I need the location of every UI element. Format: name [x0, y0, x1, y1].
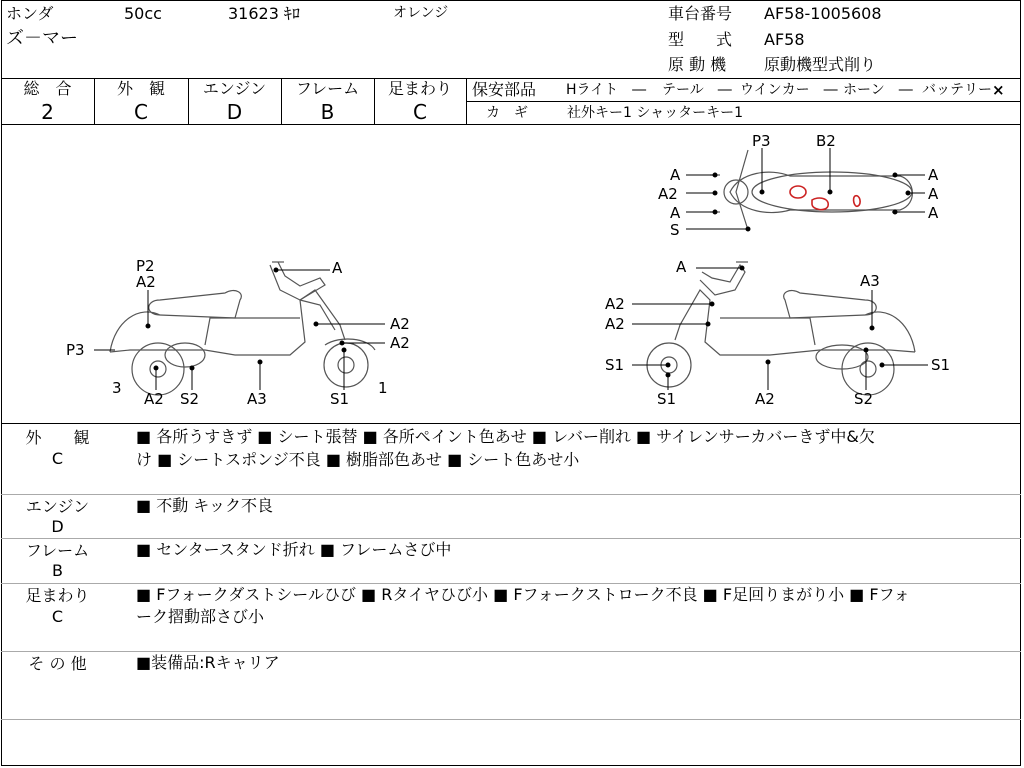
mileage: 31623 ｷﾛ	[228, 4, 300, 23]
exterior-section-label: 外 観	[25, 428, 90, 447]
lbl-top-ra-3: A	[928, 204, 939, 222]
engine-remarks-line1: ■ 不動 キック不良	[136, 496, 273, 515]
safety-horn: ホーン ―	[843, 82, 913, 98]
lbl-left-a-top: A	[332, 259, 343, 277]
maker: ホンダ	[6, 4, 54, 23]
lbl-right-s1-l: S1	[605, 356, 625, 374]
lbl-right-s1-r: S1	[931, 356, 951, 374]
other-remarks-line1: ■装備品:Rキャリア	[136, 653, 280, 672]
frame-number-label: 車台番号	[668, 4, 733, 23]
lbl-left-p3: P3	[66, 341, 85, 359]
battery-mark: ×	[992, 81, 1005, 99]
engine-value: 原動機型式削り	[764, 55, 877, 74]
engine-grade: D	[226, 100, 243, 124]
lbl-left-b-a3: A3	[247, 390, 267, 408]
frame-number: AF58-1005608	[764, 4, 882, 23]
displacement: 50cc	[124, 4, 162, 23]
suspension-grade-label: 足まわり	[387, 79, 452, 98]
lbl-left-b-s1: S1	[330, 390, 350, 408]
suspension-grade: C	[413, 100, 427, 124]
lbl-top-a2: A2	[658, 185, 678, 203]
divider	[1, 719, 1021, 720]
key-label: カ ギ	[486, 105, 528, 121]
lbl-left-a2-r1: A2	[390, 315, 410, 333]
divider	[1, 423, 1021, 424]
scooter-diagram	[0, 125, 1022, 423]
safety-battery: バッテリー	[922, 82, 992, 98]
exterior-remarks-line2: け ■ シートスポンジ不良 ■ 樹脂部色あせ ■ シート色あせ小	[136, 450, 580, 469]
safety-label: 保安部品	[472, 80, 537, 99]
engine-section-grade: D	[51, 517, 64, 536]
lbl-left-p2: P2	[136, 257, 155, 275]
lbl-top-p3: P3	[752, 132, 771, 150]
lbl-right-a3: A3	[860, 272, 880, 290]
lbl-right-b-s1: S1	[657, 390, 677, 408]
lbl-right-b-a2: A2	[755, 390, 775, 408]
safety-tail: テール ―	[662, 82, 732, 98]
top-view-sketch	[710, 150, 912, 230]
exterior-remarks-line1: ■ 各所うすきず ■ シート張替 ■ 各所ペイント色あせ ■ レバー削れ ■ サイレンサーカバーきず中&欠	[136, 427, 875, 446]
leader-lines	[94, 148, 928, 390]
lbl-right-a2-1: A2	[605, 295, 625, 313]
lbl-right-a2-2: A2	[605, 315, 625, 333]
lbl-left-a2-top: A2	[136, 273, 156, 291]
engine-section-label: エンジン	[25, 497, 90, 516]
color: オレンジ	[393, 5, 449, 21]
divider	[466, 78, 467, 124]
model-type: AF58	[764, 30, 805, 49]
other-section-label: そ の 他	[28, 654, 87, 673]
lbl-right-b-s2: S2	[854, 390, 874, 408]
lbl-top-ra-1: A	[928, 166, 939, 184]
frame-remarks-line1: ■ センタースタンド折れ ■ フレームさび中	[136, 540, 452, 559]
suspension-remarks-line2: ーク摺動部さび小	[136, 607, 265, 626]
lbl-left-a2-r2: A2	[390, 334, 410, 352]
frame-section-grade: B	[52, 561, 63, 580]
suspension-remarks-line1: ■ Fフォークダストシールひび ■ Rタイヤひび小 ■ Fフォークストローク不良 ■ F足回りまがり小 ■ Fフォ	[136, 585, 910, 604]
suspension-section-label: 足まわり	[25, 586, 90, 605]
frame-section-label: フレーム	[25, 541, 90, 560]
model-name: ズ－マー	[6, 28, 78, 49]
key-value: 社外キー1 シャッターキー1	[567, 105, 743, 121]
lbl-left-1: 1	[378, 379, 388, 397]
lbl-right-a-top: A	[676, 258, 687, 276]
exterior-section-grade: C	[51, 449, 64, 468]
frame-grade: B	[320, 100, 335, 124]
lbl-top-ra-2: A	[928, 185, 939, 203]
lbl-top-b2: B2	[816, 132, 836, 150]
model-type-label: 型 式	[668, 30, 733, 49]
engine-label: 原 動 機	[668, 55, 727, 74]
divider	[466, 101, 1021, 102]
lbl-top-s: S	[670, 221, 680, 239]
lbl-left-b-s2: S2	[180, 390, 200, 408]
safety-winker: ウインカー ―	[740, 82, 838, 98]
safety-headlight: Hライト ―	[566, 82, 647, 98]
damage-marks	[790, 186, 860, 210]
lbl-left-b-a2: A2	[144, 390, 164, 408]
lbl-top-a-2: A	[670, 204, 681, 222]
frame-grade-label: フレーム	[295, 79, 360, 98]
lbl-top-a-1: A	[670, 166, 681, 184]
engine-grade-label: エンジン	[202, 79, 267, 98]
overall-label: 総 合	[23, 79, 72, 98]
suspension-section-grade: C	[51, 607, 64, 626]
exterior-grade: C	[134, 100, 148, 124]
exterior-label: 外 観	[116, 79, 165, 98]
lbl-left-3: 3	[112, 379, 122, 397]
overall-grade: 2	[41, 100, 54, 124]
